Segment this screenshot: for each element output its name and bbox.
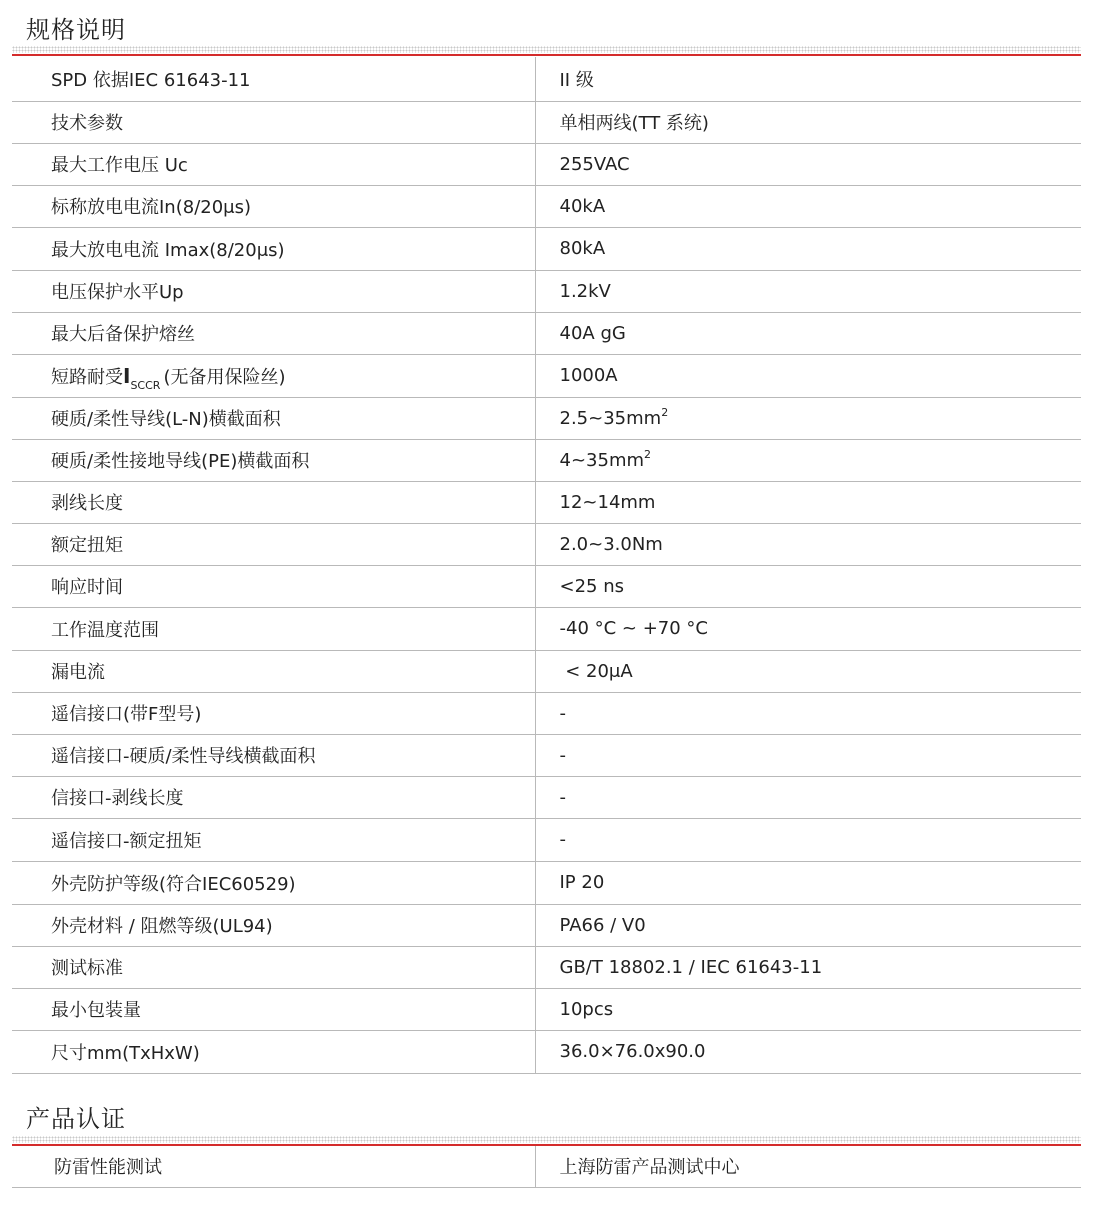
spec-key: 外壳防护等级(符合IEC60529): [12, 861, 535, 904]
spec-value: 10pcs: [535, 988, 1081, 1030]
spec-key: 漏电流: [12, 650, 535, 692]
spec-section-divider: [12, 46, 1081, 56]
spec-value: II 级: [535, 57, 1081, 101]
table-row: [12, 988, 1081, 1030]
subscript: SCCR: [130, 378, 161, 392]
current-symbol: I: [123, 363, 131, 388]
dotted-rule: [12, 1136, 1081, 1143]
spec-value: -: [535, 734, 1081, 776]
cert-table: [12, 1146, 1081, 1188]
spec-value: 单相两线(TT 系统): [535, 101, 1081, 143]
spec-key: 最大工作电压 Uc: [12, 143, 535, 185]
spec-key: 信接口-剥线长度: [12, 776, 535, 818]
table-row: [12, 776, 1081, 818]
spec-value: -: [535, 776, 1081, 818]
spec-value-main: 2.5~35mm: [559, 407, 662, 429]
spec-value: 1.2kV: [535, 270, 1081, 312]
spec-key: 硬质/柔性导线(L-N)横截面积: [12, 397, 535, 439]
table-row: [12, 861, 1081, 904]
table-row: [12, 439, 1081, 481]
cert-key: 防雷性能测试: [12, 1146, 535, 1187]
spec-key: 工作温度范围: [12, 607, 535, 650]
spec-key: 测试标准: [12, 946, 535, 988]
table-row: [12, 692, 1081, 734]
table-row: [12, 354, 1081, 397]
spec-key: 尺寸mm(TxHxW): [12, 1030, 535, 1073]
superscript: 2: [644, 447, 652, 461]
spec-value: [535, 439, 1081, 481]
spec-value: GB/T 18802.1 / IEC 61643-11: [535, 946, 1081, 988]
spec-key: 技术参数: [12, 101, 535, 143]
spec-table: [12, 57, 1081, 1074]
spec-value-main: 4~35mm: [559, 449, 645, 471]
table-row: [12, 312, 1081, 354]
table-row: [12, 185, 1081, 227]
spec-value: IP 20: [535, 861, 1081, 904]
table-row: [12, 227, 1081, 270]
table-row: [12, 270, 1081, 312]
spec-key: 遥信接口-额定扭矩: [12, 818, 535, 861]
spec-value: 1000A: [535, 354, 1081, 397]
red-rule: [12, 54, 1081, 56]
dotted-rule: [12, 46, 1081, 53]
spec-value: < 20μA: [535, 650, 1081, 692]
spec-key: 最小包装量: [12, 988, 535, 1030]
spec-value: 2.0~3.0Nm: [535, 523, 1081, 565]
spec-key: [12, 354, 535, 397]
spec-key: 最大放电电流 Imax(8/20μs): [12, 227, 535, 270]
table-row: [12, 565, 1081, 607]
spec-key: 最大后备保护熔丝: [12, 312, 535, 354]
superscript: 2: [661, 405, 669, 419]
spec-section-title: 规格说明: [26, 16, 126, 44]
spec-value: 255VAC: [535, 143, 1081, 185]
table-row: [12, 143, 1081, 185]
spec-key: 外壳材料 / 阻燃等级(UL94): [12, 904, 535, 946]
spec-key: 剥线长度: [12, 481, 535, 523]
spec-key: 标称放电电流In(8/20μs): [12, 185, 535, 227]
spec-key-main: 短路耐受: [51, 366, 123, 388]
spec-key-note: (无备用保险丝): [163, 366, 286, 388]
cert-section-title: 产品认证: [26, 1105, 126, 1133]
table-row: [12, 481, 1081, 523]
spec-key: 遥信接口-硬质/柔性导线横截面积: [12, 734, 535, 776]
spec-value: [535, 397, 1081, 439]
table-row: [12, 904, 1081, 946]
table-row: [12, 734, 1081, 776]
table-row: [12, 57, 1081, 101]
spec-value: PA66 / V0: [535, 904, 1081, 946]
spec-key: SPD 依据IEC 61643-11: [12, 57, 535, 101]
cert-section-divider: [12, 1136, 1081, 1146]
spec-value: -: [535, 818, 1081, 861]
cert-value: 上海防雷产品测试中心: [535, 1146, 1081, 1187]
table-row: [12, 818, 1081, 861]
spec-value: -40 °C ~ +70 °C: [535, 607, 1081, 650]
spec-key: 响应时间: [12, 565, 535, 607]
spec-key: 额定扭矩: [12, 523, 535, 565]
spec-value: 12~14mm: [535, 481, 1081, 523]
spec-value: 40kA: [535, 185, 1081, 227]
spec-key: 电压保护水平Up: [12, 270, 535, 312]
table-row: [12, 607, 1081, 650]
spec-value: -: [535, 692, 1081, 734]
spec-value: 36.0×76.0x90.0: [535, 1030, 1081, 1073]
table-row: [12, 523, 1081, 565]
table-row: [12, 1146, 1081, 1187]
spec-key: 遥信接口(带F型号): [12, 692, 535, 734]
table-row: [12, 1030, 1081, 1073]
spec-value: 80kA: [535, 227, 1081, 270]
table-row: [12, 946, 1081, 988]
spec-value: <25 ns: [535, 565, 1081, 607]
table-row: [12, 101, 1081, 143]
table-row: [12, 650, 1081, 692]
spec-value: 40A gG: [535, 312, 1081, 354]
spec-key: 硬质/柔性接地导线(PE)横截面积: [12, 439, 535, 481]
table-row: [12, 397, 1081, 439]
